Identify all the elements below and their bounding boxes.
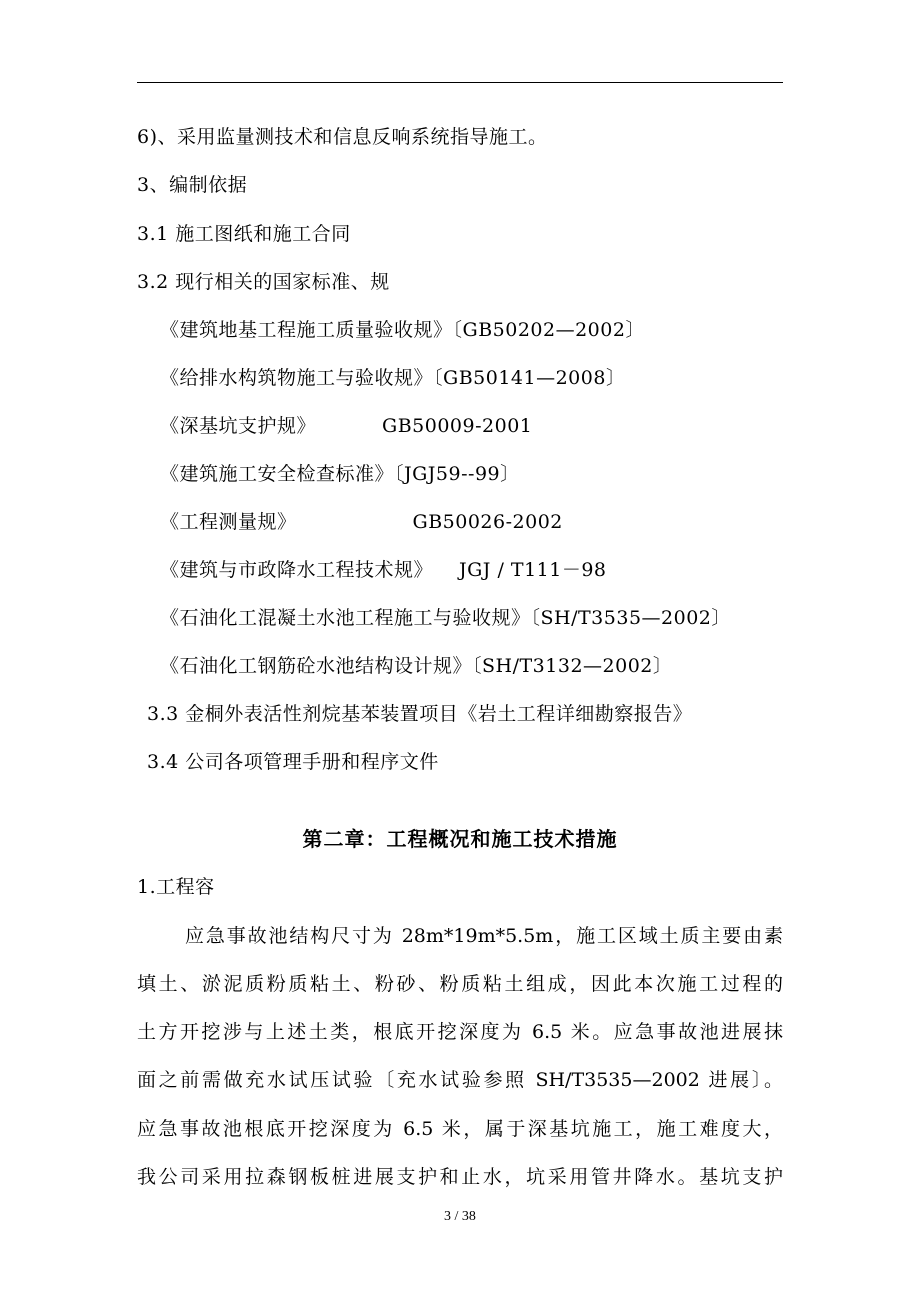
reference-7 [160, 606, 731, 630]
paragraph-line-5: 应急事故池根底开挖深度为 6.5 米，属于深基坑施工，施工难度大， [137, 1118, 783, 1140]
item-3-2: 3.2 现行相关的国家标准、规 [137, 271, 390, 293]
item-3-4: 3.4 公司各项管理手册和程序文件 [147, 751, 439, 773]
reference-title: 《石油化工混凝土水池工程施工与验收规》 [160, 607, 531, 629]
item-3-1: 3.1 施工图纸和施工合同 [137, 223, 351, 245]
reference-code: 〔GB50202—2002〕 [452, 319, 645, 341]
reference-2 [160, 366, 625, 390]
reference-title: 《石油化工钢筋砼水池结构设计规》 [160, 655, 473, 677]
page-number: 3 / 38 [444, 1209, 476, 1224]
reference-title: 《给排水构筑物施工与验收规》 [160, 367, 434, 389]
reference-code: GB50026-2002 [412, 511, 563, 533]
reference-title: 《深基坑支护规》 [160, 415, 317, 437]
reference-5 [160, 510, 563, 534]
reference-title: 《建筑地基工程施工质量验收规》 [160, 319, 453, 341]
paragraph-line-2: 填土、淤泥质粉质粘土、粉砂、粉质粘土组成，因此本次施工过程的 [137, 973, 783, 995]
reference-code: 〔SH/T3535—2002〕 [530, 607, 731, 629]
paragraph-line-3: 土方开挖涉与上述土类，根底开挖深度为 6.5 米。应急事故池进展抹 [137, 1021, 783, 1043]
section-heading-1: 1.工程容 [137, 876, 215, 898]
reference-6 [160, 558, 607, 582]
reference-code: 〔JGJ59--99〕 [394, 463, 520, 485]
paragraph-line-1: 应急事故池结构尺寸为 28m*19m*5.5m，施工区域土质主要由素 [185, 925, 783, 947]
paragraph-line-6: 我公司采用拉森钢板桩进展支护和止水，坑采用管井降水。基坑支护 [137, 1166, 783, 1188]
reference-3 [160, 414, 532, 438]
item-3-3: 3.3 金桐外表活性剂烷基苯装置项目《岩土工程详细勘察报告》 [147, 703, 693, 725]
reference-4 [160, 462, 520, 486]
reference-title: 《工程测量规》 [160, 511, 297, 533]
header-rule [137, 82, 783, 83]
item-3-heading: 3、编制依据 [137, 174, 248, 196]
reference-title: 《建筑与市政降水工程技术规》 [160, 559, 434, 581]
reference-code: JGJ / T111－98 [459, 559, 607, 581]
paragraph-line-4: 面之前需做充水试压试验〔充水试验参照 SH/T3535—2002 进展〕。 [137, 1069, 783, 1091]
reference-title: 《建筑施工安全检查标准》 [160, 463, 395, 485]
reference-1 [160, 318, 645, 342]
reference-code: 〔SH/T3132—2002〕 [472, 655, 673, 677]
chapter-title: 第二章：工程概况和施工技术措施 [302, 827, 618, 851]
reference-code: GB50009-2001 [382, 415, 533, 437]
item-6: 6)、采用监量测技术和信息反响系统指导施工。 [137, 126, 548, 148]
reference-8 [160, 654, 672, 678]
reference-code: 〔GB50141—2008〕 [433, 367, 626, 389]
